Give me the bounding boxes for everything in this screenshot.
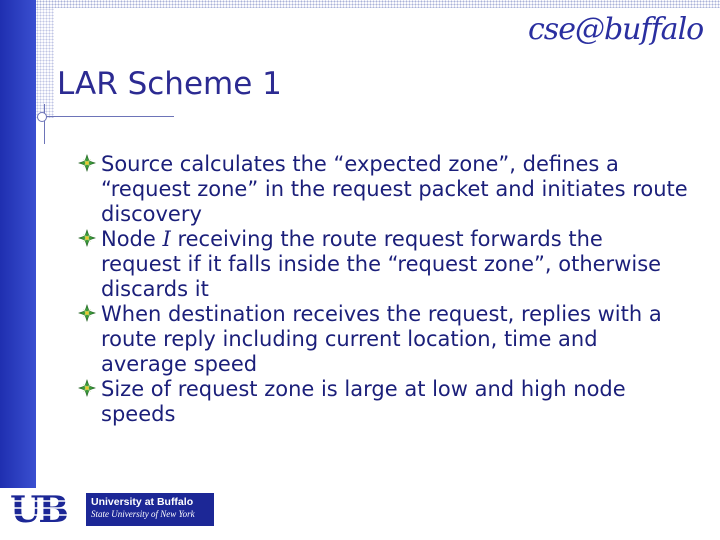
title-underline	[44, 116, 174, 117]
side-dot-pattern	[36, 8, 54, 118]
bullet-text: Source calculates the “expected zone”, defines a “request zone” in the request packet and initiates route discovery	[101, 152, 688, 226]
ub-logo-letters: UB	[10, 489, 66, 527]
bullet-text: When destination receives the request, replies with a route reply including current location, time and average speed	[101, 302, 662, 376]
title-vertical-rule	[44, 104, 45, 144]
rule-circle-ornament	[37, 112, 47, 122]
flower-bullet-icon	[78, 229, 96, 247]
bullet-text-before: Node	[101, 227, 163, 251]
bullet-item	[78, 152, 688, 227]
bullet-text: Size of request zone is large at low and high node speeds	[101, 377, 626, 426]
bullet-list	[78, 152, 688, 427]
university-name-box	[86, 493, 214, 526]
bullet-text-after: receiving the route request forwards the request if it falls inside the “request zone”, otherwise discards it	[101, 227, 662, 301]
ub-logo	[8, 489, 80, 527]
cse-buffalo-logo: cse@buffalo	[528, 12, 704, 47]
bullet-item	[78, 377, 688, 427]
flower-bullet-icon	[78, 154, 96, 172]
left-accent-bar	[0, 0, 36, 488]
bullet-item	[78, 227, 688, 302]
bullet-item	[78, 302, 688, 377]
university-name: University at Buffalo	[91, 496, 194, 508]
flower-bullet-icon	[78, 379, 96, 397]
top-dot-band	[36, 0, 720, 8]
slide-title: LAR Scheme 1	[57, 66, 282, 102]
node-variable: I	[162, 227, 171, 251]
flower-bullet-icon	[78, 304, 96, 322]
university-subtitle: State University of New York	[91, 509, 195, 519]
